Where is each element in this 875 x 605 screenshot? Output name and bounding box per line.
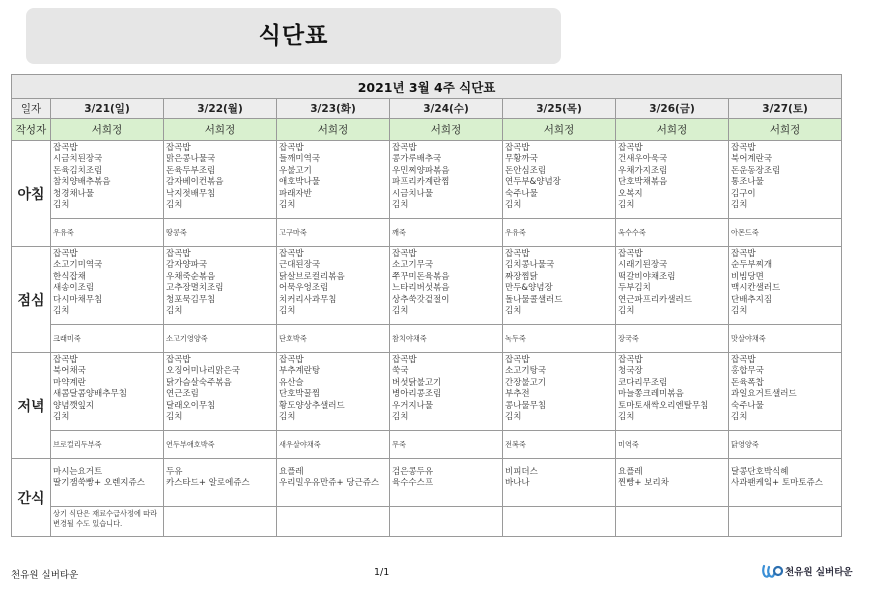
dish-item: 홍합무국 [731, 366, 764, 377]
dish-item: 애호박나물 [279, 177, 321, 188]
empty-cell [729, 507, 842, 537]
dish-item: 맥시칸샐러드 [731, 283, 781, 294]
dish-item: 잡곡밥 [505, 143, 530, 153]
dish-item: 통조나물 [731, 177, 764, 188]
porridge-cell [164, 431, 277, 459]
writer-cell: 서희정 [616, 119, 729, 141]
dish-item: 두부김치 [618, 283, 651, 294]
menu-cell [503, 247, 616, 325]
dish-item: 부추전 [505, 389, 530, 400]
meal-row [12, 353, 842, 431]
date-header: 3/27(토) [729, 99, 842, 119]
dish-item: 쑥국 [392, 366, 409, 377]
date-column-label: 일자 [12, 99, 51, 119]
snack-item: 육수수스프 [392, 478, 434, 489]
dish-item: 근대된장국 [279, 260, 321, 271]
date-header: 3/23(화) [277, 99, 390, 119]
dish-item: 청국장 [618, 366, 643, 377]
porridge-item: 우유죽 [505, 227, 526, 237]
dish-item: 김치 [166, 306, 183, 317]
note-row [12, 507, 842, 537]
dish-item: 우채가지조림 [618, 165, 668, 176]
dish-item: 돈육김치조림 [53, 165, 103, 176]
dish-item: 잡곡밥 [731, 355, 756, 365]
dish-item: 김치 [618, 200, 635, 211]
dish-item: 잡곡밥 [618, 249, 643, 259]
dish-item: 시래기된장국 [618, 260, 668, 271]
dish-item: 시금치나물 [392, 188, 434, 199]
menu-cell [277, 353, 390, 431]
menu-cell [616, 141, 729, 219]
dish-item: 잡곡밥 [53, 355, 78, 365]
dish-item: 파프리카계란찜 [392, 177, 450, 188]
dish-item: 김치 [279, 412, 296, 423]
menu-cell [277, 247, 390, 325]
title-banner [26, 8, 561, 64]
dish-item: 단배추지짐 [731, 294, 773, 305]
porridge-cell [503, 325, 616, 353]
dish-item: 잡곡밥 [53, 143, 78, 153]
snack-item: 바나나 [505, 478, 530, 489]
dish-item: 김치 [279, 200, 296, 211]
snack-item: 달콩단호박식혜 [731, 467, 789, 477]
menu-cell [616, 247, 729, 325]
dish-item: 김치 [618, 306, 635, 317]
date-header: 3/22(월) [164, 99, 277, 119]
porridge-row [12, 325, 842, 353]
menu-cell [503, 141, 616, 219]
menu-cell [390, 141, 503, 219]
porridge-cell [503, 431, 616, 459]
snack-item: 요플레 [618, 467, 643, 477]
dish-item: 연근조림 [166, 389, 199, 400]
porridge-item: 녹두죽 [505, 333, 526, 343]
date-header: 3/21(일) [51, 99, 164, 119]
dish-item: 김치 [53, 200, 70, 211]
dish-item: 잡곡밥 [392, 355, 417, 365]
meal-label: 저녁 [12, 353, 51, 459]
dish-item: 건새우아욱국 [618, 154, 668, 165]
porridge-cell [729, 219, 842, 247]
dish-item: 단호박꿀찜 [279, 389, 321, 400]
menu-cell [390, 353, 503, 431]
snack-cell [390, 459, 503, 507]
dish-item: 달래오이무침 [166, 400, 216, 411]
writer-cell: 서희정 [390, 119, 503, 141]
dish-item: 무황까국 [505, 154, 538, 165]
porridge-item: 연두부애호박죽 [166, 439, 215, 449]
dish-item: 잡곡밥 [618, 355, 643, 365]
dish-item: 소고기미역국 [53, 260, 103, 271]
porridge-cell [390, 325, 503, 353]
snack-cell [277, 459, 390, 507]
dish-item: 김치 [505, 412, 522, 423]
snack-item: 검은콩두유 [392, 467, 434, 477]
dish-item: 잡곡밥 [279, 355, 304, 365]
snack-cell [616, 459, 729, 507]
porridge-cell [729, 325, 842, 353]
dish-item: 잡곡밥 [53, 249, 78, 259]
dish-item: 김치 [392, 412, 409, 423]
dish-item: 어묵우엉조림 [279, 283, 329, 294]
writer-cell: 서희정 [277, 119, 390, 141]
menu-change-note: 상기 식단은 재료수급사정에 따라 변경될 수도 있습니다. [53, 509, 158, 528]
empty-cell [277, 507, 390, 537]
menu-cell [51, 353, 164, 431]
snack-row [12, 459, 842, 507]
dish-item: 짜장찜닭 [505, 271, 538, 282]
writer-cell: 서희정 [164, 119, 277, 141]
porridge-cell [616, 325, 729, 353]
dish-item: 김구이 [731, 188, 756, 199]
menu-cell [729, 353, 842, 431]
porridge-cell [277, 219, 390, 247]
meal-row [12, 141, 842, 219]
porridge-item: 땅콩죽 [166, 227, 187, 237]
menu-cell [51, 141, 164, 219]
dish-item: 청경채나물 [53, 188, 95, 199]
menu-table [11, 74, 842, 537]
dish-item: 토마토새싹오리엔탈무침 [618, 400, 709, 411]
dish-item: 잡곡밥 [392, 249, 417, 259]
dish-item: 유산슬 [279, 377, 304, 388]
snack-item: 찐빵+ 보리차 [618, 478, 669, 489]
dish-item: 닭살브로컬리볶음 [279, 271, 345, 282]
menu-cell [503, 353, 616, 431]
menu-cell [164, 141, 277, 219]
dish-item: 비빔당면 [731, 271, 764, 282]
porridge-cell [51, 325, 164, 353]
snack-cell [164, 459, 277, 507]
page-title: 식단표 [258, 23, 329, 49]
dish-item: 콩가루배추국 [392, 154, 442, 165]
dish-item: 상추쑥갓겉절이 [392, 294, 450, 305]
dish-item: 들깨미역국 [279, 154, 321, 165]
dish-item: 잡곡밥 [279, 143, 304, 153]
dish-item: 돈육폭찹 [731, 377, 764, 388]
snack-cell [729, 459, 842, 507]
logo-icon [761, 563, 783, 579]
dish-item: 새송이조림 [53, 283, 95, 294]
dish-item: 맑은콩나물국 [166, 154, 216, 165]
dish-item: 김치 [392, 306, 409, 317]
dish-item: 부추계란탕 [279, 366, 321, 377]
organization-logo [761, 561, 853, 581]
snack-label: 간식 [12, 459, 51, 537]
dish-item: 쭈꾸미돈육볶음 [392, 271, 450, 282]
dish-item: 잡곡밥 [166, 249, 191, 259]
date-header: 3/25(목) [503, 99, 616, 119]
dish-item: 감자양파국 [166, 260, 208, 271]
dish-item: 숙주나물 [505, 188, 538, 199]
page-number: 1/1 [374, 567, 390, 578]
writer-cell: 서희정 [729, 119, 842, 141]
porridge-cell [503, 219, 616, 247]
snack-item: 두유 [166, 467, 183, 477]
porridge-cell [51, 431, 164, 459]
dish-item: 잡곡밥 [166, 143, 191, 153]
porridge-item: 장국죽 [618, 333, 639, 343]
dish-item: 잡곡밥 [505, 355, 530, 365]
date-header: 3/26(금) [616, 99, 729, 119]
dish-item: 오징어미나리맑은국 [166, 366, 240, 377]
dish-item: 연두부&양념장 [505, 177, 561, 188]
snack-item: 우리밀우유만쥬+ 당근쥬스 [279, 478, 380, 489]
porridge-item: 소고기영양죽 [166, 333, 208, 343]
dish-item: 돈육두부조림 [166, 165, 216, 176]
dish-item: 우불고기 [279, 165, 312, 176]
dish-item: 잡곡밥 [731, 143, 756, 153]
dish-item: 고추장멸치조림 [166, 283, 224, 294]
menu-cell [51, 247, 164, 325]
dish-item: 김치 [505, 200, 522, 211]
porridge-item: 고구마죽 [279, 227, 307, 237]
dish-item: 김치 [392, 200, 409, 211]
table-title: 2021년 3월 4주 식단표 [12, 75, 842, 99]
dish-item: 김치 [166, 200, 183, 211]
porridge-cell [277, 325, 390, 353]
logo-text: 천유원 실버타운 [785, 567, 853, 578]
porridge-row [12, 431, 842, 459]
porridge-cell [390, 219, 503, 247]
dish-item: 잡곡밥 [505, 249, 530, 259]
dish-item: 새콤달콤양배추무침 [53, 389, 127, 400]
dish-item: 김치 [166, 412, 183, 423]
porridge-item: 미역죽 [618, 439, 639, 449]
dish-item: 김치 [505, 306, 522, 317]
snack-item: 마시는요거트 [53, 467, 103, 477]
porridge-cell [616, 431, 729, 459]
porridge-item: 단호박죽 [279, 333, 307, 343]
dish-item: 돌나물콜샐러드 [505, 294, 563, 305]
meal-label: 아침 [12, 141, 51, 247]
dish-item: 파래자반 [279, 188, 312, 199]
dish-item: 시금치된장국 [53, 154, 103, 165]
dish-item: 간장불고기 [505, 377, 547, 388]
snack-item: 요플레 [279, 467, 304, 477]
dish-item: 잡곡밥 [392, 143, 417, 153]
dish-item: 버섯닭불고기 [392, 377, 442, 388]
porridge-item: 새우살야채죽 [279, 439, 321, 449]
porridge-cell [51, 219, 164, 247]
dish-item: 과일요거트샐러드 [731, 389, 797, 400]
writer-cell: 서희정 [503, 119, 616, 141]
porridge-cell [164, 325, 277, 353]
dish-item: 소고기무국 [392, 260, 434, 271]
empty-cell [390, 507, 503, 537]
porridge-item: 아몬드죽 [731, 227, 759, 237]
porridge-item: 우유죽 [53, 227, 74, 237]
dish-item: 김치 [731, 200, 748, 211]
dish-item: 우거지나물 [392, 400, 434, 411]
menu-cell [277, 141, 390, 219]
menu-cell [164, 353, 277, 431]
dish-item: 떡갈비야채조림 [618, 271, 676, 282]
dish-item: 양념깻잎지 [53, 400, 95, 411]
dish-item: 잡곡밥 [731, 249, 756, 259]
menu-cell [729, 141, 842, 219]
dish-item: 만두&양념장 [505, 283, 553, 294]
dish-item: 김치 [279, 306, 296, 317]
dish-item: 잡곡밥 [166, 355, 191, 365]
porridge-cell [390, 431, 503, 459]
date-header: 3/24(수) [390, 99, 503, 119]
snack-cell [503, 459, 616, 507]
dish-item: 김치 [618, 412, 635, 423]
snack-item: 카스타드+ 알로에쥬스 [166, 478, 250, 489]
meal-label: 점심 [12, 247, 51, 353]
menu-cell [164, 247, 277, 325]
writer-row-label: 작성자 [12, 119, 51, 141]
porridge-cell [277, 431, 390, 459]
dish-item: 연근파프리카샐러드 [618, 294, 692, 305]
dish-item: 돈운동장조림 [731, 165, 781, 176]
porridge-row [12, 219, 842, 247]
dish-item: 콩나물무침 [505, 400, 547, 411]
writer-cell: 서희정 [51, 119, 164, 141]
dish-item: 우채죽순볶음 [166, 271, 216, 282]
dish-item: 황도양상추샐러드 [279, 400, 345, 411]
dish-item: 김치 [731, 306, 748, 317]
snack-item: 딸기잼쑥빵+ 오렌지쥬스 [53, 478, 145, 489]
dish-item: 한식잡채 [53, 271, 86, 282]
note-cell [51, 507, 164, 537]
porridge-item: 참치야채죽 [392, 333, 427, 343]
meal-row [12, 247, 842, 325]
porridge-item: 브로컬리두부죽 [53, 439, 102, 449]
dish-item: 숙주나물 [731, 400, 764, 411]
dish-item: 마늘쫑크레미볶음 [618, 389, 684, 400]
porridge-item: 전복죽 [505, 439, 526, 449]
porridge-item: 옥수수죽 [618, 227, 646, 237]
porridge-cell [164, 219, 277, 247]
dish-item: 병아리콩조림 [392, 389, 442, 400]
dish-item: 느타리버섯볶음 [392, 283, 450, 294]
dish-item: 감자베이컨볶음 [166, 177, 224, 188]
dish-item: 잡곡밥 [618, 143, 643, 153]
dish-item: 김치콩나물국 [505, 260, 555, 271]
menu-cell [390, 247, 503, 325]
dish-item: 김치 [53, 412, 70, 423]
porridge-cell [729, 431, 842, 459]
dish-item: 오복지 [618, 188, 643, 199]
dish-item: 북어계란국 [731, 154, 773, 165]
dish-item: 낙지젓배무침 [166, 188, 216, 199]
empty-cell [164, 507, 277, 537]
dish-item: 잡곡밥 [279, 249, 304, 259]
dish-item: 마약계란 [53, 377, 86, 388]
dish-item: 단호박채볶음 [618, 177, 668, 188]
snack-item: 비피더스 [505, 467, 538, 477]
dish-item: 소고기탕국 [505, 366, 547, 377]
porridge-item: 맛살야채죽 [731, 333, 766, 343]
dish-item: 코다리무조림 [618, 377, 668, 388]
snack-cell [51, 459, 164, 507]
menu-cell [616, 353, 729, 431]
dish-item: 돈안심조림 [505, 165, 547, 176]
snack-item: 사과팬케잌+ 토마토쥬스 [731, 478, 823, 489]
dish-item: 김치 [731, 412, 748, 423]
dish-item: 순두부찌개 [731, 260, 773, 271]
porridge-item: 깨죽 [392, 227, 406, 237]
dish-item: 치커리사과무침 [279, 294, 337, 305]
dish-item: 청포묵김무침 [166, 294, 216, 305]
dish-item: 참치양배추볶음 [53, 177, 111, 188]
dish-item: 북어채국 [53, 366, 86, 377]
porridge-item: 무죽 [392, 439, 406, 449]
porridge-item: 크래미죽 [53, 333, 81, 343]
porridge-cell [616, 219, 729, 247]
dish-item: 닭가슴살숙주볶음 [166, 377, 232, 388]
footer-organization: 천유원 실버타운 [11, 570, 79, 581]
dish-item: 김치 [53, 306, 70, 317]
empty-cell [503, 507, 616, 537]
dish-item: 우민찌양파볶음 [392, 165, 450, 176]
dish-item: 다시마채무침 [53, 294, 103, 305]
porridge-item: 닭영양죽 [731, 439, 759, 449]
empty-cell [616, 507, 729, 537]
menu-cell [729, 247, 842, 325]
